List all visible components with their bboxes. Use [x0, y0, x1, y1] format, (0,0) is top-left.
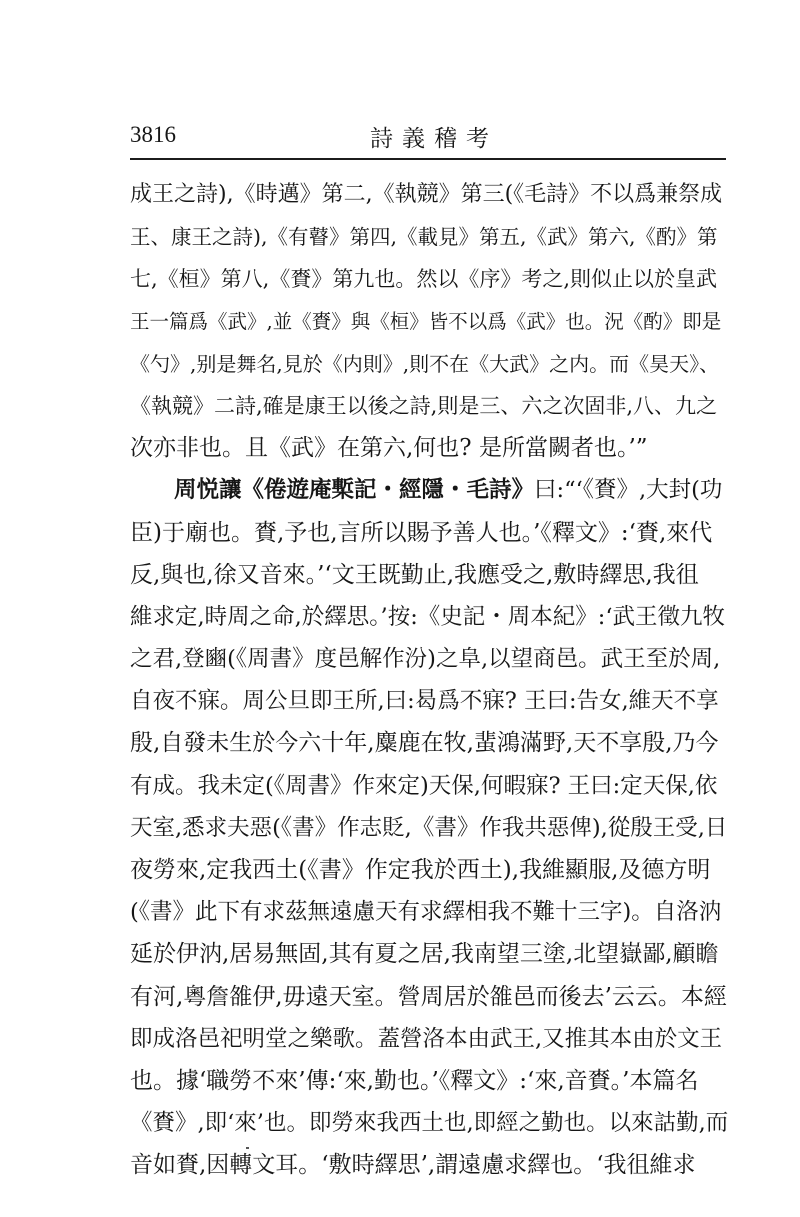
text-line: 王、康王之詩),《有瞽》第四,《載見》第五,《武》第六,《酌》第: [130, 225, 718, 250]
scan-speck: [246, 1147, 249, 1149]
citation-source: 周悦讓《倦遊庵槧記・經隱・毛詩》: [174, 477, 535, 504]
text-line: (《書》此下有求茲無遠慮天有求繹相我不難十三字)。自洛汭: [130, 899, 722, 926]
text-line: 成王之詩),《時邁》第二,《執競》第三(《毛詩》不以爲兼祭成: [130, 182, 723, 207]
text-line: 即成洛邑祀明堂之樂歌。蓋營洛本由武王,又推其本由於文王: [130, 1025, 723, 1052]
body-text: [130, 174, 730, 1187]
text-line: 《賚》,即‘來’也。即勞來我西土也,即經之勤也。以來詁勤,而: [130, 1110, 729, 1137]
text-line: 之君,登豳(《周書》度邑解作汾)之阜,以望商邑。武王至於周,: [130, 646, 721, 673]
text-line: 有成。我未定(《周書》作來定)天保,何暇寐? 王曰:定天保,依: [130, 772, 718, 799]
text-line: 殷,自發未生於今六十年,麋鹿在牧,蜚鴻滿野,天不享殷,乃今: [130, 730, 719, 757]
page-number: 3816: [130, 122, 176, 147]
text-line: 次亦非也。且《武》在第六,何也? 是所當闕者也。’”: [130, 435, 648, 462]
text-line: 天室,悉求夫惡(《書》作志貶,《書》作我共惡俾),從殷王受,日: [130, 814, 728, 841]
text-line: 《執競》二詩,確是康王以後之詩,則是三、六之次固非,八、九之: [130, 393, 718, 418]
running-title: 詩義稽考: [370, 126, 498, 152]
text-line: 音如賚,因轉文耳。‘敷時繹思’,謂遠慮求繹也。‘我徂維求: [130, 1152, 696, 1179]
paragraph-start-line: 周悦讓《倦遊庵槧記・經隱・毛詩》曰:“‘《賚》,大封(功: [174, 477, 723, 504]
text-line: 反,與也,徐又音來。’‘文王既勤止,我應受之,敷時繹思,我徂: [130, 561, 699, 588]
text-line: 王一篇爲《武》,並《賚》與《桓》皆不以爲《武》也。況《酌》即是: [130, 309, 722, 333]
text-line: 《勺》,别是舞名,見於《内則》,則不在《大武》之内。而《昊天》、: [130, 351, 720, 376]
text-line: 延於伊汭,居易無固,其有夏之居,我南望三塗,北望嶽鄙,顧瞻: [130, 941, 719, 968]
text-line: 有河,粵詹雒伊,毋遠天室。營周居於雒邑而後去’云云。本經: [130, 983, 727, 1010]
text-line: 自夜不寐。周公旦即王所,曰:曷爲不寐? 王曰:告女,維天不享: [130, 688, 719, 715]
text-line: 七,《桓》第八,《賚》第九也。然以《序》考之,則似止以於皇武: [130, 267, 718, 292]
text-line: 也。據‘職勞不來’傳:‘來,勤也。’《釋文》:‘來,音賚。’本篇名: [130, 1067, 699, 1094]
header-divider: [130, 158, 726, 160]
text-line: 臣)于廟也。賚,予也,言所以賜予善人也。’《釋文》:‘賚,來代: [130, 519, 713, 546]
text-line: 夜勞來,定我西土(《書》作定我於西土),我維顯服,及德方明: [130, 857, 711, 883]
text-line: 維求定,時周之命,於繹思。’按:《史記・周本紀》:‘武王徵九牧: [130, 603, 726, 630]
